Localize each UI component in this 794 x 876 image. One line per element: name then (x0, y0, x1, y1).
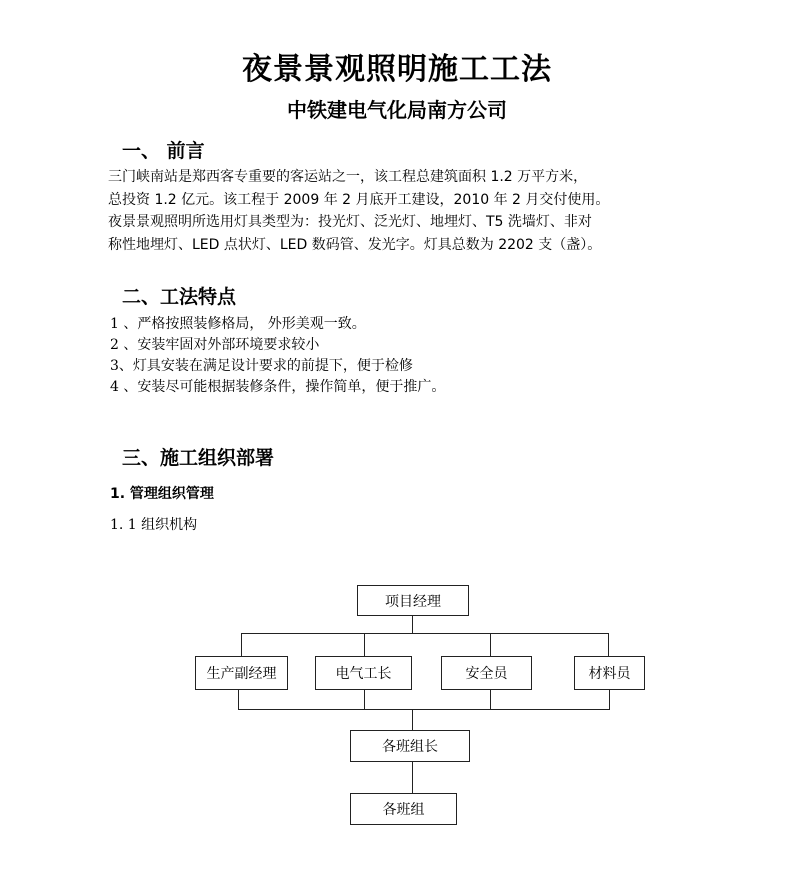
org-box-teams: 各班组 (350, 793, 457, 825)
connector-line (238, 709, 610, 710)
paragraph-line: 三门峡南站是郑西客专重要的客运站之一，该工程总建筑面积 1.2 万平方米， (108, 169, 588, 185)
connector-line (490, 633, 491, 656)
list-item: 2 、安装牢固对外部环境要求较小 (110, 337, 320, 353)
section-1-paragraph (108, 166, 688, 256)
feature-list (110, 314, 445, 398)
subsubsection-heading: 1. 1 组织机构 (110, 517, 198, 533)
paragraph-line: 称性地埋灯、LED 点状灯、LED 数码管、发光字。灯具总数为 2202 支（盏）。 (108, 236, 602, 253)
connector-line (412, 616, 413, 633)
connector-line (412, 709, 413, 730)
connector-line (238, 690, 239, 710)
connector-line (609, 690, 610, 710)
connector-line (412, 762, 413, 793)
section-2-heading: 二、工法特点 (122, 286, 237, 308)
document-title: 夜景景观照明施工工法 (242, 52, 552, 87)
connector-line (241, 633, 242, 656)
org-box-team-leaders: 各班组长 (350, 730, 470, 762)
connector-line (608, 633, 609, 656)
paragraph-line: 夜景景观照明所选用灯具类型为：投光灯、泛光灯、地埋灯、T5 洗墙灯、非对 (108, 214, 592, 230)
org-box-production-deputy: 生产副经理 (195, 656, 288, 690)
org-box-material-officer: 材料员 (574, 656, 645, 690)
section-3-heading: 三、施工组织部署 (122, 447, 275, 469)
connector-line (241, 633, 609, 634)
org-box-electrical-foreman: 电气工长 (315, 656, 412, 690)
list-item: 3、灯具安装在满足设计要求的前提下，便于检修 (110, 358, 413, 374)
org-box-safety-officer: 安全员 (441, 656, 532, 690)
document-subtitle: 中铁建电气化局南方公司 (287, 98, 507, 122)
paragraph-line: 总投资 1.2 亿元。该工程于 2009 年 2 月底开工建设，2010 年 2 月交付使用。 (108, 191, 610, 208)
list-item: 4 、安装尽可能根据装修条件，操作简单，便于推广。 (110, 379, 446, 395)
connector-line (364, 690, 365, 710)
list-item: 1 、严格按照装修格局， 外形美观一致。 (110, 316, 366, 332)
connector-line (364, 633, 365, 656)
subsection-heading: 1. 管理组织管理 (110, 486, 214, 502)
org-box-project-manager: 项目经理 (357, 585, 469, 616)
section-1-heading: 一、 前言 (122, 140, 205, 162)
connector-line (490, 690, 491, 710)
